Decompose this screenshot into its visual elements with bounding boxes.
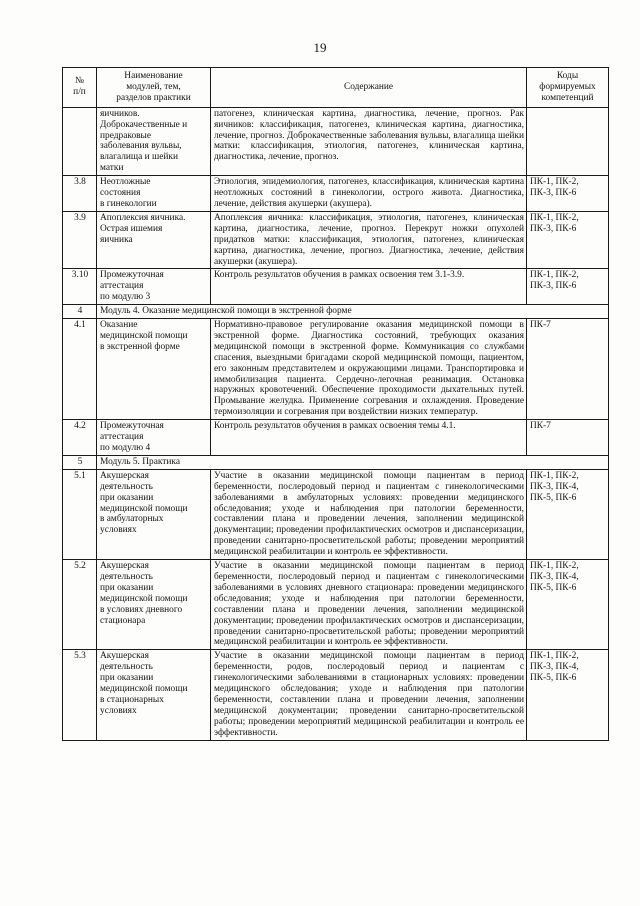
row-content: Участие в оказании медицинской помощи пациентам в период беременности, родов, послеродовый период и пациентам с гинекологическими заболеваниями в стационарных условиях: проведении медицинского обследования; уходе и наблюдения при патологии беременности, составлении плана и проведении лечения, заполнении медицинской документации; проведении санитарно-просветительской работы; проведении мероприятий медицинской реабилитации и контроль ее эффективности. bbox=[211, 650, 527, 740]
row-num: 3.9 bbox=[63, 211, 97, 269]
module-4-header-row bbox=[63, 305, 609, 319]
header-name: Наименование модулей, тем, разделов практики bbox=[97, 68, 211, 108]
table-row bbox=[63, 469, 609, 559]
table-row bbox=[63, 176, 609, 212]
row-codes: ПК-1, ПК-2, ПК-3, ПК-4, ПК-5, ПК-6 bbox=[527, 650, 609, 740]
row-content: патогенез, клиническая картина, диагностика, лечение, прогноз. Рак яичников: классификация, патогенез, клиническая картина, диагностика, лечение, прогноз. Доброкачественные заболевания вульвы, влагалища шейки матки: классификация, этиология, патогенез, клиническая картина, диагностика, лечение, прогноз. bbox=[211, 107, 527, 175]
row-codes: ПК-1, ПК-2, ПК-3, ПК-4, ПК-5, ПК-6 bbox=[527, 560, 609, 650]
row-num: 5.1 bbox=[63, 469, 97, 559]
module-5-title: Модуль 5. Практика bbox=[97, 455, 609, 469]
table-row bbox=[63, 420, 609, 456]
row-content: Этиология, эпидемиология, патогенез, классификация, клиническая картина неотложных состояний в гинекологии, острого живота. Диагностика, лечение, действия акушерки (акушера). bbox=[211, 176, 527, 212]
header-content: Содержание bbox=[211, 68, 527, 108]
curriculum-table bbox=[62, 67, 609, 741]
row-name: Акушерская деятельность при оказании медицинской помощи в стационарных условиях bbox=[97, 650, 211, 740]
row-num: 4.1 bbox=[63, 319, 97, 420]
row-name: Неотложные состояния в гинекологии bbox=[97, 176, 211, 212]
row-num: 4.2 bbox=[63, 420, 97, 456]
row-codes: ПК-1, ПК-2, ПК-3, ПК-6 bbox=[527, 269, 609, 305]
header-num: № п/п bbox=[63, 68, 97, 108]
module-4-num: 4 bbox=[63, 305, 97, 319]
row-name: Оказание медицинской помощи в экстренной форме bbox=[97, 319, 211, 420]
row-num: 3.10 bbox=[63, 269, 97, 305]
header-codes: Коды формируемых компетенций bbox=[527, 68, 609, 108]
row-num: 5.3 bbox=[63, 650, 97, 740]
table-header-row bbox=[63, 68, 609, 108]
row-content: Участие в оказании медицинской помощи пациентам в период беременности, послеродовый период и пациентам с гинекологическими заболеваниями в условиях дневного стационара: проведении медицинского обследования; уходе и наблюдения при патологии беременности, составлении плана и проведении лечения, заполнении медицинской документации; проведении профилактических осмотров и диспансеризации, проведении санитарно-просветительской работы; проведении мероприятий медицинской реабилитации и контроль ее эффективности. bbox=[211, 560, 527, 650]
row-name: Акушерская деятельность при оказании медицинской помощи в амбулаторных условиях bbox=[97, 469, 211, 559]
row-name: яичников. Доброкачественные и предраковые заболевания вульвы, влагалища и шейки матки bbox=[97, 107, 211, 175]
row-codes: ПК-7 bbox=[527, 420, 609, 456]
table-row bbox=[63, 107, 609, 175]
row-codes: ПК-1, ПК-2, ПК-3, ПК-4, ПК-5, ПК-6 bbox=[527, 469, 609, 559]
page-number: 19 bbox=[313, 40, 327, 55]
row-content: Контроль результатов обучения в рамках освоения тем 3.1-3.9. bbox=[211, 269, 527, 305]
module-4-title: Модуль 4. Оказание медицинской помощи в экстренной форме bbox=[97, 305, 609, 319]
row-num: 5.2 bbox=[63, 560, 97, 650]
row-name: Акушерская деятельность при оказании медицинской помощи в условиях дневного стационара bbox=[97, 560, 211, 650]
row-name: Апоплексия яичника. Острая ишемия яичника bbox=[97, 211, 211, 269]
row-name: Промежуточная аттестация по модулю 3 bbox=[97, 269, 211, 305]
row-name: Промежуточная аттестация по модулю 4 bbox=[97, 420, 211, 456]
row-content: Нормативно-правовое регулирование оказания медицинской помощи в экстренной форме. Диагностика состояний, требующих оказания медицинской помощи в экстренной форме. Коммуникация со службами спасения, выездными бригадами скорой медицинской помощи, пациентом, его законным представителем и окружающими лицами. Транспортировка и иммобилизация пациента. Сердечно-легочная реанимация. Остановка наружных кровотечений. Обеспечение проходимости дыхательных путей. Промывание желудка. Применение согревания и охлаждения. Проведение термоизоляции и согревания при воздействии низких температур. bbox=[211, 319, 527, 420]
table-row bbox=[63, 269, 609, 305]
row-codes: ПК-1, ПК-2, ПК-3, ПК-6 bbox=[527, 176, 609, 212]
table-row bbox=[63, 319, 609, 420]
table-row bbox=[63, 211, 609, 269]
row-codes: ПК-7 bbox=[527, 319, 609, 420]
module-5-num: 5 bbox=[63, 455, 97, 469]
row-codes bbox=[527, 107, 609, 175]
module-5-header-row bbox=[63, 455, 609, 469]
row-num bbox=[63, 107, 97, 175]
row-content: Апоплексия яичника: классификация, этиология, патогенез, клиническая картина, диагностика, лечение, прогноз. Перекрут ножки опухолей придатков матки: классификация, этиология, патогенез, клиническая картина, диагностика, лечение, прогноз. Диагностика, лечение, действия акушерки (акушера). bbox=[211, 211, 527, 269]
row-num: 3.8 bbox=[63, 176, 97, 212]
row-codes: ПК-1, ПК-2, ПК-3, ПК-6 bbox=[527, 211, 609, 269]
row-content: Участие в оказании медицинской помощи пациентам в период беременности, послеродовый период и пациентам с гинекологическими заболеваниями в амбулаторных условиях: проведении медицинского обследования; уходе и наблюдения при патологии беременности, составлении плана и проведении лечения, заполнении медицинской документации; проведении профилактических осмотров и диспансеризации, проведении санитарно-просветительской работы; проведении мероприятий медицинской реабилитации и контроль ее эффективности. bbox=[211, 469, 527, 559]
row-content: Контроль результатов обучения в рамках освоения темы 4.1. bbox=[211, 420, 527, 456]
table-row bbox=[63, 650, 609, 740]
table-row bbox=[63, 560, 609, 650]
